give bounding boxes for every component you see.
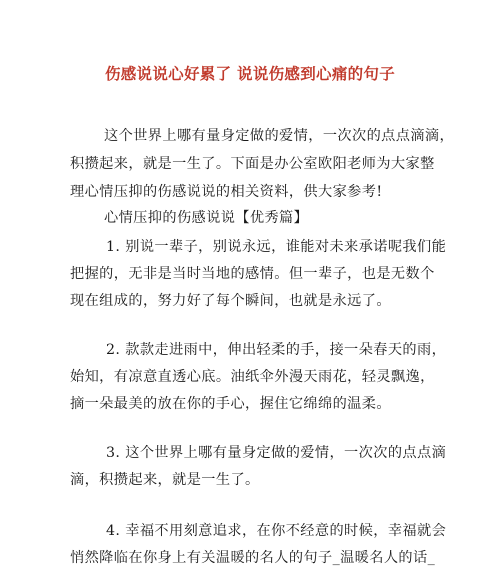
page-title: 伤感说说心好累了 说说伤感到心痛的句子 <box>104 65 396 83</box>
item-2-line-2: 始知，有凉意直透心底。油纸伞外漫天雨花，轻灵飘逸， <box>70 369 435 385</box>
item-1-line-2: 把握的，无非是当时当地的感情。但一辈子，也是无数个 <box>70 266 435 282</box>
item-2-line-1: 2. 款款走进雨中，伸出轻柔的手，接一朵春天的雨， <box>106 342 447 358</box>
item-4-line-2: 悄然降临在你身上有关温暖的名人的句子_温暖名人的话_ <box>70 550 436 566</box>
section-heading: 心情压抑的伤感说说【优秀篇】 <box>104 210 309 226</box>
item-3-line-2: 滴，积攒起来，就是一生了。 <box>70 472 260 488</box>
item-2-line-3: 摘一朵最美的放在你的手心，握住它绵绵的温柔。 <box>70 396 391 412</box>
intro-line-2: 积攒起来，就是一生了。下面是办公室欧阳老师为大家整 <box>70 156 435 172</box>
intro-line-1: 这个世界上哪有量身定做的爱情，一次次的点点滴滴， <box>104 128 455 144</box>
item-4-line-1: 4. 幸福不用刻意追求，在你不经意的时候，幸福就会 <box>106 523 447 539</box>
item-3-line-1: 3. 这个世界上哪有量身定做的爱情，一次次的点点滴 <box>106 445 447 461</box>
item-1-line-3: 现在组成的，努力好了每个瞬间，也就是永远了。 <box>70 293 391 309</box>
intro-line-3: 理心情压抑的伤感说说的相关资料，供大家参考! <box>70 184 383 200</box>
item-1-line-1: 1. 别说一辈子，别说永远，谁能对未来承诺呢我们能 <box>106 239 447 255</box>
